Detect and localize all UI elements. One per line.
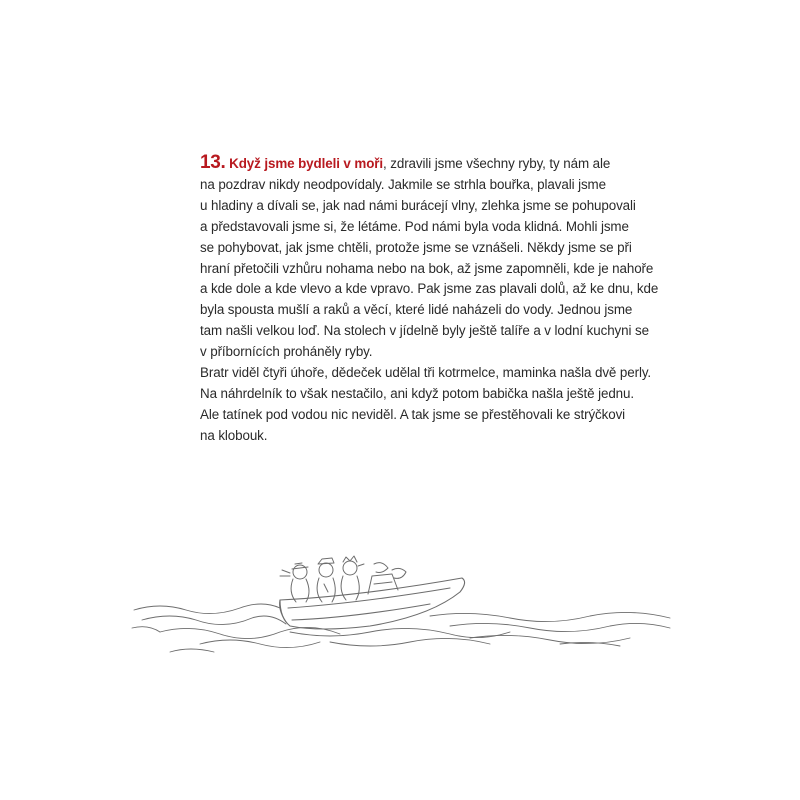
text-line: a kde dole a kde vlevo a kde vpravo. Pak jsme zas plavali dolů, až ke dnu, kde [200, 281, 659, 297]
text-line: hraní přetočili vzhůru nohama nebo na bok, až jsme zapomněli, kde je nahoře [200, 260, 654, 276]
text-line: u hladiny a dívali se, jak nad námi burácejí vlny, zlehka jsme se pohupovali [200, 197, 636, 213]
text-line: tam našli velkou loď. Na stolech v jídelně byly ještě talíře a v lodní kuchyni se [200, 323, 649, 339]
chapter-text [200, 153, 680, 447]
text-line: Na náhrdelník to však nestačilo, ani když potom babička našla ještě jednu. [200, 385, 635, 401]
text-line: byla spousta mušlí a raků a věcí, které lidé naházeli do vody. Jednou jsme [200, 302, 633, 318]
text-line: Ale tatínek pod vodou nic neviděl. A tak jsme se přestěhovali ke strýčkovi [200, 406, 626, 422]
chapter-first-line [200, 153, 680, 175]
chapter-number: 13. [200, 152, 226, 173]
text-line: na pozdrav nikdy neodpovídaly. Jakmile se strhla bouřka, plavali jsme [200, 176, 606, 192]
chapter-first-line-rest: , zdravili jsme všechny ryby, ty nám ale [383, 156, 611, 171]
text-line: Bratr viděl čtyři úhoře, dědeček udělal tři kotrmelce, maminka našla dvě perly. [200, 365, 652, 381]
text-line: v příbornících proháněly ryby. [200, 344, 373, 360]
chapter-title: Když jsme bydleli v moři [229, 156, 384, 171]
text-line: a představovali jsme si, že létáme. Pod námi byla voda klidná. Mohli jsme [200, 218, 629, 234]
boat-hull [280, 578, 465, 629]
sea-waves [132, 604, 670, 652]
text-line: se pohybovat, jak jsme chtěli, protože jsme se vznášeli. Někdy jsme se při [200, 239, 632, 255]
motorboat-sketch-icon [130, 548, 690, 658]
text-line: na klobouk. [200, 427, 268, 443]
boat-passengers [280, 556, 406, 602]
boat-windshield [368, 574, 398, 594]
